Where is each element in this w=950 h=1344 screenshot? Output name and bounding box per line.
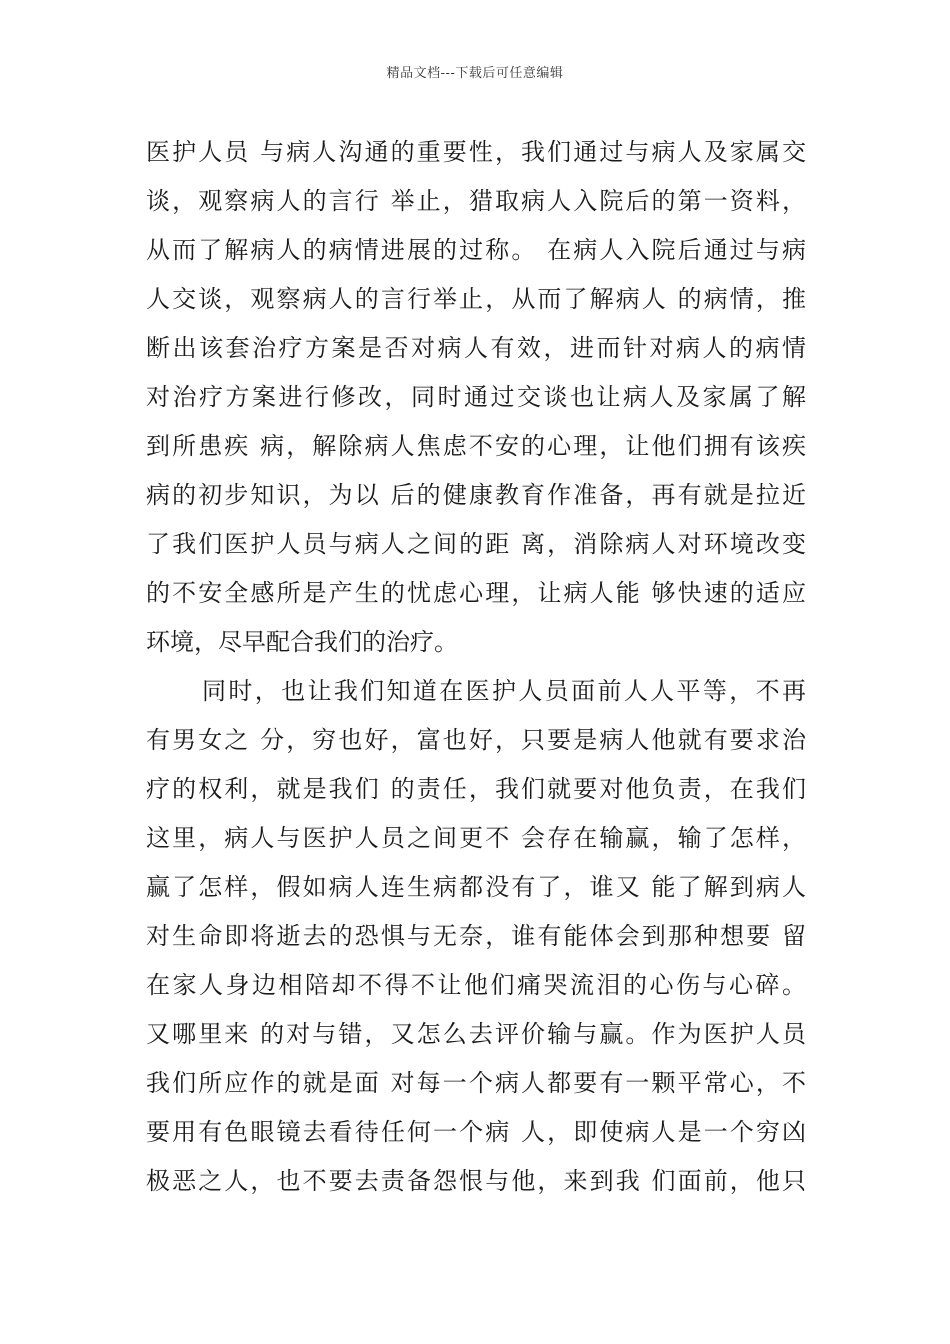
paragraph-2-line-3: 疗的权利，就是我们 的责任，我们就要对他负责，在我们 — [146, 775, 806, 803]
paragraph-1-line-6: 对治疗方案进行修改，同时通过交谈也让病人及家属了解 — [146, 383, 806, 411]
page-header: 精品文档---下载后可任意编辑 — [386, 66, 564, 81]
paragraph-1-line-3: 从而了解病人的病情进展的过称。 在病人入院后通过与病 — [146, 236, 806, 264]
paragraph-2-line-1: 同时，也让我们知道在医护人员面前人人平等，不再 — [202, 677, 806, 705]
paragraph-1-line-1: 医护人员 与病人沟通的重要性，我们通过与病人及家属交 — [146, 138, 806, 166]
paragraph-1-line-5: 断出该套治疗方案是否对病人有效，进而针对病人的病情 — [146, 334, 806, 362]
paragraph-2-line-9: 我们所应作的就是面 对每一个病人都要有一颗平常心，不 — [146, 1069, 806, 1097]
document-body — [146, 128, 806, 1206]
paragraph-2-line-5: 赢了怎样，假如病人连生病都没有了，谁又 能了解到病人 — [146, 873, 806, 901]
paragraph-2-line-8: 又哪里来 的对与错，又怎么去评价输与赢。作为医护人员 — [146, 1020, 806, 1048]
paragraph-2-line-10: 要用有色眼镜去看待任何一个病 人，即使病人是一个穷凶 — [146, 1118, 806, 1146]
paragraph-1-line-2: 谈，观察病人的言行 举止，猎取病人入院后的第一资料， — [146, 187, 806, 215]
paragraph-2-line-2: 有男女之 分，穷也好，富也好，只要是病人他就有要求治 — [146, 726, 806, 754]
paragraph-1-line-11: 环境，尽早配合我们的治疗。 — [146, 628, 458, 656]
paragraph-2-line-7: 在家人身边相陪却不得不让他们痛哭流泪的心伤与心碎。 — [146, 971, 806, 999]
paragraph-1-line-4: 人交谈，观察病人的言行举止，从而了解病人 的病情，推 — [146, 285, 806, 313]
paragraph-2-line-11: 极恶之人，也不要去责备怨恨与他，来到我 们面前，他只 — [146, 1167, 806, 1195]
paragraph-2-line-6: 对生命即将逝去的恐惧与无奈，谁有能体会到那种想要 留 — [146, 922, 806, 950]
paragraph-1-line-9: 了我们医护人员与病人之间的距 离，消除病人对环境改变 — [146, 530, 806, 558]
paragraph-1-line-7: 到所患疾 病，解除病人焦虑不安的心理，让他们拥有该疾 — [146, 432, 806, 460]
paragraph-1-line-10: 的不安全感所是产生的忧虑心理，让病人能 够快速的适应 — [146, 579, 806, 607]
paragraph-1-line-8: 病的初步知识，为以 后的健康教育作准备，再有就是拉近 — [146, 481, 806, 509]
paragraph-2-line-4: 这里，病人与医护人员之间更不 会存在输赢，输了怎样， — [146, 824, 806, 852]
